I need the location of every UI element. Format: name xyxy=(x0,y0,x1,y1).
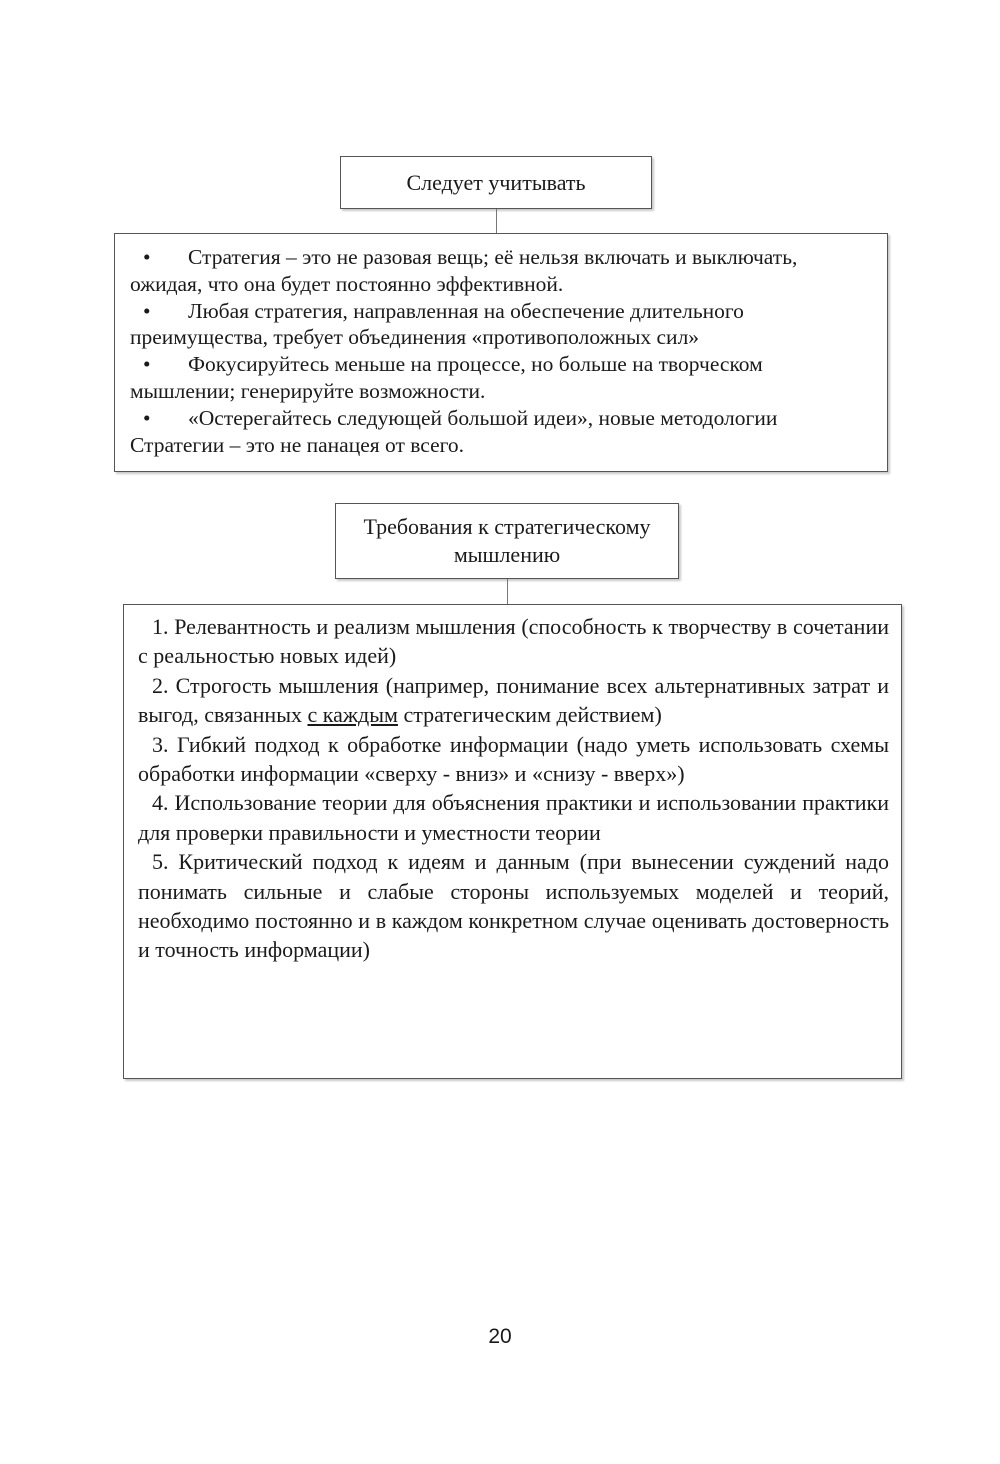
consideration-text: Фокусируйтесь меньше на процессе, но больше на творческом мышлении; генерируйте возможности. xyxy=(130,352,763,403)
requirement-item xyxy=(138,730,889,789)
requirement-item xyxy=(138,612,889,671)
requirement-item xyxy=(138,671,889,730)
requirement-number: 3. xyxy=(152,731,169,757)
requirement-text: Релевантность и реализм мышления (способность к творчеству в сочетании с реальностью новых идей) xyxy=(138,614,889,669)
requirement-text: Использование теории для объяснения практики и использовании практики для проверки правильности и уместности теории xyxy=(138,790,889,845)
connector-line-2 xyxy=(507,579,508,604)
consideration-text: Любая стратегия, направленная на обеспечение длительного преимущества, требует объединения «противоположных сил» xyxy=(130,298,744,350)
requirement-item xyxy=(138,847,889,965)
requirement-number: 5. xyxy=(152,849,169,875)
requirement-text: Критический подход к идеям и данным (при вынесении суждений надо понимать сильные и слабые стороны используемых моделей и теорий, необходимо постоянно и в каждом конкретном случае оценивать достоверность и точность информации) xyxy=(138,849,889,963)
considerations-box xyxy=(114,233,888,472)
bullet-marker: • xyxy=(143,405,151,430)
requirement-text: Строгость мышления (например, понимание всех альтернативных затрат и выгод, связанных xyxy=(138,672,889,728)
consideration-item xyxy=(130,298,873,352)
requirement-text: Гибкий подход к обработке информации (надо уметь использовать схемы обработки информации «сверху - вниз» и «снизу - вверх») xyxy=(138,731,889,787)
consideration-item xyxy=(130,405,873,459)
requirement-text: стратегическим действием) xyxy=(403,702,662,728)
page-number: 20 xyxy=(488,1325,512,1348)
consideration-item xyxy=(130,351,873,405)
requirement-item xyxy=(138,788,889,847)
requirements-title: Требования к стратегическому мышлению xyxy=(363,514,651,567)
consideration-item xyxy=(130,244,873,298)
requirements-title-box xyxy=(335,503,679,579)
consideration-text: «Остерегайтесь следующей большой идеи», новые методологии Стратегии – это не панацея от всего. xyxy=(130,405,778,457)
requirement-number: 2. xyxy=(152,672,169,698)
connector-line-1 xyxy=(496,209,497,233)
bullet-marker: • xyxy=(143,298,151,323)
consideration-text: Стратегия – это не разовая вещь; её нельзя включать и выключать, ожидая, что она будет постоянно эффективной. xyxy=(130,245,798,296)
bullet-marker: • xyxy=(143,245,151,269)
requirements-box xyxy=(123,604,902,1079)
bullet-marker: • xyxy=(143,352,151,377)
requirement-number: 4. xyxy=(152,790,169,816)
considerations-title-box xyxy=(340,156,652,209)
considerations-title: Следует учитывать xyxy=(406,169,586,195)
requirement-text-underlined: с каждым xyxy=(307,702,398,728)
requirement-number: 1. xyxy=(152,614,169,639)
